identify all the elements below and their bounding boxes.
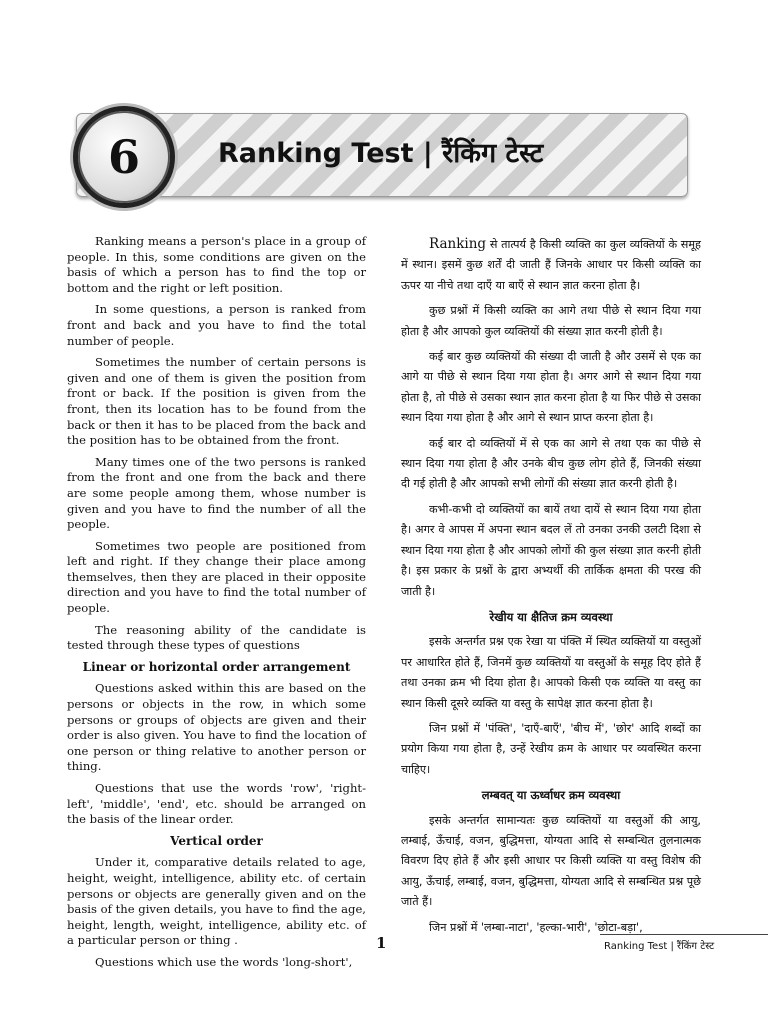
page-number: 1 [376,934,387,952]
paragraph [401,234,701,296]
hindi-column [401,234,701,943]
paragraph: Questions which use the words 'long-short', [95,954,353,969]
paragraph: Questions asked within this are based on the persons or objects in the row, in which some persons or groups of objects are given and their order is also given. You have to find the location of one person or thing relative to another person or thing. [67,681,366,774]
chapter-badge [78,111,170,203]
paragraph: कई बार दो व्यक्तियों में से एक का आगे से तथा एक का पीछे से स्थान दिया गया होता है और उनके बीच कुछ लोग होते हैं, जिनकी संख्या दी गई होती है और आपको सभी लोगों की संख्या ज्ञात करनी होती है। [401,436,701,491]
section-heading: Linear or horizontal order arrangement [82,659,351,674]
section-heading: Vertical order [170,833,263,848]
english-column [67,234,366,977]
paragraph: Questions that use the words 'row', 'right-left', 'middle', 'end', etc. should be arranged on the basis of the linear order. [67,781,366,827]
paragraph: In some questions, a person is ranked from front and back and you have to find the total number of people. [67,302,366,348]
paragraph: इसके अन्तर्गत प्रश्न एक रेखा या पंक्ति में स्थित व्यक्तियों या वस्तुओं पर आधारित होते हैं, जिनमें कुछ व्यक्तियों या वस्तुओं के समूह दिए होते हैं तथा उनका क्रम भी दिया होता है। आपको किसी एक व्यक्ति या वस्तु का स्थान किसी दूसरे व्यक्ति या वस्तु के सापेक्ष ज्ञात करना होता है। [401,635,701,710]
paragraph: Sometimes the number of certain persons is given and one of them is given the position from front or back. If the position is given from the front, then its location has to be found from the back or then it has to be placed from the back and the position has to be obtained from the front. [67,355,366,448]
paragraph: कई बार कुछ व्यक्तियों की संख्या दी जाती है और उसमें से एक का आगे या पीछे से स्थान दिया गया होता है। अगर आगे से स्थान दिया गया होता है, तो पीछे से उसका स्थान ज्ञात करना होता है या फिर पीछे से उसका स्थान दिया गया होता है और आगे से स्थान प्राप्त करना होता है। [401,350,701,425]
chapter-number: 6 [107,130,140,184]
paragraph: कभी-कभी दो व्यक्तियों का बायें तथा दायें से स्थान दिया गया होता है। अगर वे आपस में अपना स्थान बदल लें तो उनका उनकी उलटी दिशा से स्थान दिया गया होता है और आपको लोगों की कुल संख्या ज्ञात करनी होती है। इस प्रकार के प्रश्नों के द्वारा अभ्यर्थी की तार्किक क्षमता की परख की जाती है। [401,502,701,598]
paragraph: Many times one of the two persons is ranked from the front and one from the back and there are some people among them, whose number is given and you have to find the number of all the people. [67,454,366,532]
paragraph: कुछ प्रश्नों में किसी व्यक्ति का आगे तथा पीछे से स्थान दिया गया होता है और आपको कुल व्यक्तियों की संख्या ज्ञात करनी होती है। [401,304,701,338]
paragraph: The reasoning ability of the candidate is tested through these types of questions [67,622,366,653]
lead-word: Ranking [429,236,487,252]
section-heading: रेखीय या क्षैतिज क्रम व्यवस्था [489,609,613,624]
paragraph: Ranking means a person's place in a group of people. In this, some conditions are given on the basis of which a person has to find the top or bottom and the right or left position. [67,234,366,295]
paragraph: इसके अन्तर्गत सामान्यतः कुछ व्यक्तियों या वस्तुओं की आयु, लम्बाई, ऊँचाई, वजन, बुद्धिमत्ता, योग्यता आदि से सम्बन्धित तुलनात्मक विवरण दिए होते हैं और इसी आधार पर किसी व्यक्ति या वस्तु विशेष की आयु, ऊँचाई, लम्बाई, वजन, बुद्धिमत्ता, योग्यता आदि से सम्बन्धित प्रश्न पूछे जाते हैं। [401,813,701,909]
chapter-title: Ranking Test | रैंकिंग टेस्ट [218,138,544,169]
footer-title: Ranking Test | रैंकिंग टेस्ट [604,941,715,952]
paragraph: Sometimes two people are positioned from left and right. If they change their place among themselves, then they are placed in their opposite direction and you have to find the total number of people. [67,538,366,616]
paragraph-text: से तात्पर्य है किसी व्यक्ति का कुल व्यक्तियों के समूह में स्थान। इसमें कुछ शर्तें दी जाती हैं जिनके आधार पर किसी व्यक्ति का ऊपर या नीचे तथा दाएँ या बाएँ से स्थान ज्ञात करना होता है। [401,238,701,292]
section-heading: लम्बवत् या ऊर्ध्वाधर क्रम व्यवस्था [481,788,621,803]
paragraph: जिन प्रश्नों में 'लम्बा-नाटा', 'हल्का-भारी', 'छोटा-बड़ा', [429,920,643,934]
footer-divider [600,934,768,935]
paragraph: जिन प्रश्नों में 'पंक्ति', 'दाएँ-बाएँ', 'बीच में', 'छोर' आदि शब्दों का प्रयोग किया गया होता है, उन्हें रेखीय क्रम के आधार पर व्यवस्थित करना चाहिए। [401,721,701,776]
paragraph: Under it, comparative details related to age, height, weight, intelligence, ability etc. of certain persons or objects are generally given and on the basis of the given details, you have to find the age, height, length, weight, intelligence, ability etc. of a particular person or thing . [67,855,366,948]
